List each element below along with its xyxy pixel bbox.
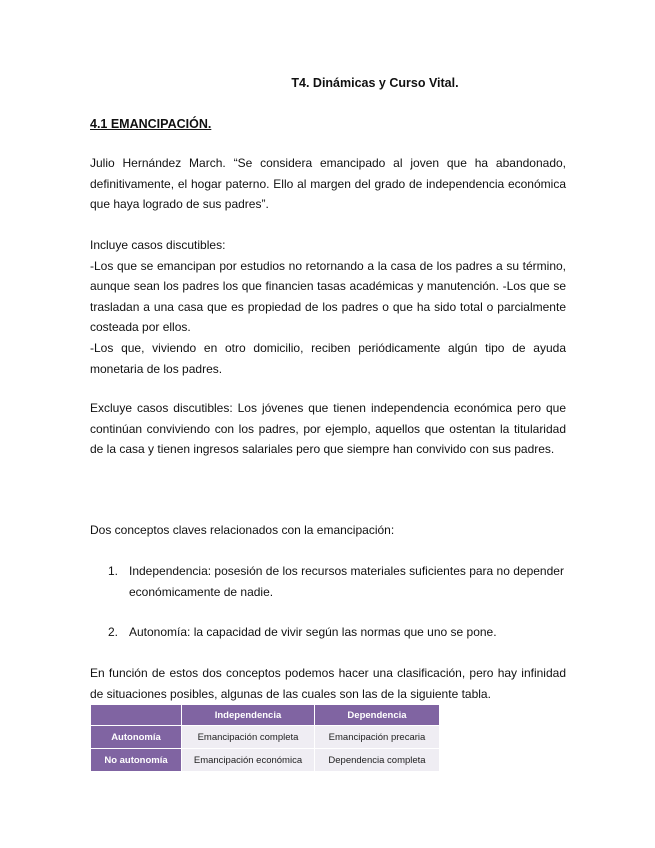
row-header-autonomia: Autonomía [91, 726, 182, 749]
table-cell: Emancipación completa [182, 726, 315, 749]
includes-case-1: -Los que se emancipan por estudios no retornando a la casa de los padres a su término, aunque sean los padres los que financien tasas académicas y manutención. -Los que se trasladan a una casa que es propiedad de los padres o que ha sido total o parcialmente costeada por ellos. [90, 258, 566, 335]
col-header-independencia: Independencia [182, 705, 315, 726]
section-heading: 4.1 EMANCIPACIÓN. [90, 117, 212, 131]
concept-item-2 [108, 622, 566, 643]
classification-intro [90, 663, 566, 704]
concepts-intro-text: Dos conceptos claves relacionados con la emancipación: [90, 523, 395, 537]
table-row [91, 749, 440, 772]
concept-text: Autonomía: la capacidad de vivir según las normas que uno se pone. [129, 625, 497, 639]
excludes-text: Excluye casos discutibles: Los jóvenes que tienen independencia económica pero que continúan conviviendo con los padres, por ejemplo, aquellos que ostentan la titularidad de la casa y tienen ingresos salariales pero que siempre han convivido con sus padres. [90, 401, 566, 457]
concept-number: 2. [108, 625, 119, 639]
col-header-dependencia: Dependencia [315, 705, 440, 726]
table-corner-cell [91, 705, 182, 726]
excludes-paragraph [90, 398, 566, 460]
concept-text: Independencia: posesión de los recursos materiales suficientes para no depender económicamente de nadie. [129, 564, 564, 599]
table-row [91, 726, 440, 749]
concept-item-1 [108, 561, 566, 602]
row-header-no-autonomia: No autonomía [91, 749, 182, 772]
concept-number: 1. [108, 564, 119, 578]
classification-table [90, 704, 440, 772]
includes-case-2: -Los que, viviendo en otro domicilio, reciben periódicamente algún tipo de ayuda monetaria de los padres. [90, 340, 566, 376]
table-cell: Dependencia completa [315, 749, 440, 772]
table-cell: Emancipación económica [182, 749, 315, 772]
definition-text: Julio Hernández March. “Se considera emancipado al joven que ha abandonado, definitivamente, el hogar paterno. Ello al margen del grado de independencia económica que haya logrado de sus padres”. [90, 156, 566, 212]
document-title: T4. Dinámicas y Curso Vital. [291, 76, 459, 90]
includes-intro: Incluye casos discutibles: [90, 238, 226, 252]
table-cell: Emancipación precaria [315, 726, 440, 749]
classification-intro-text: En función de estos dos conceptos podemos hacer una clasificación, pero hay infinidad de situaciones posibles, algunas de las cuales son las de la siguiente tabla. [90, 666, 566, 701]
definition-paragraph [90, 153, 566, 215]
table-header-row [91, 705, 440, 726]
includes-block [90, 235, 566, 379]
concepts-intro [90, 520, 566, 541]
